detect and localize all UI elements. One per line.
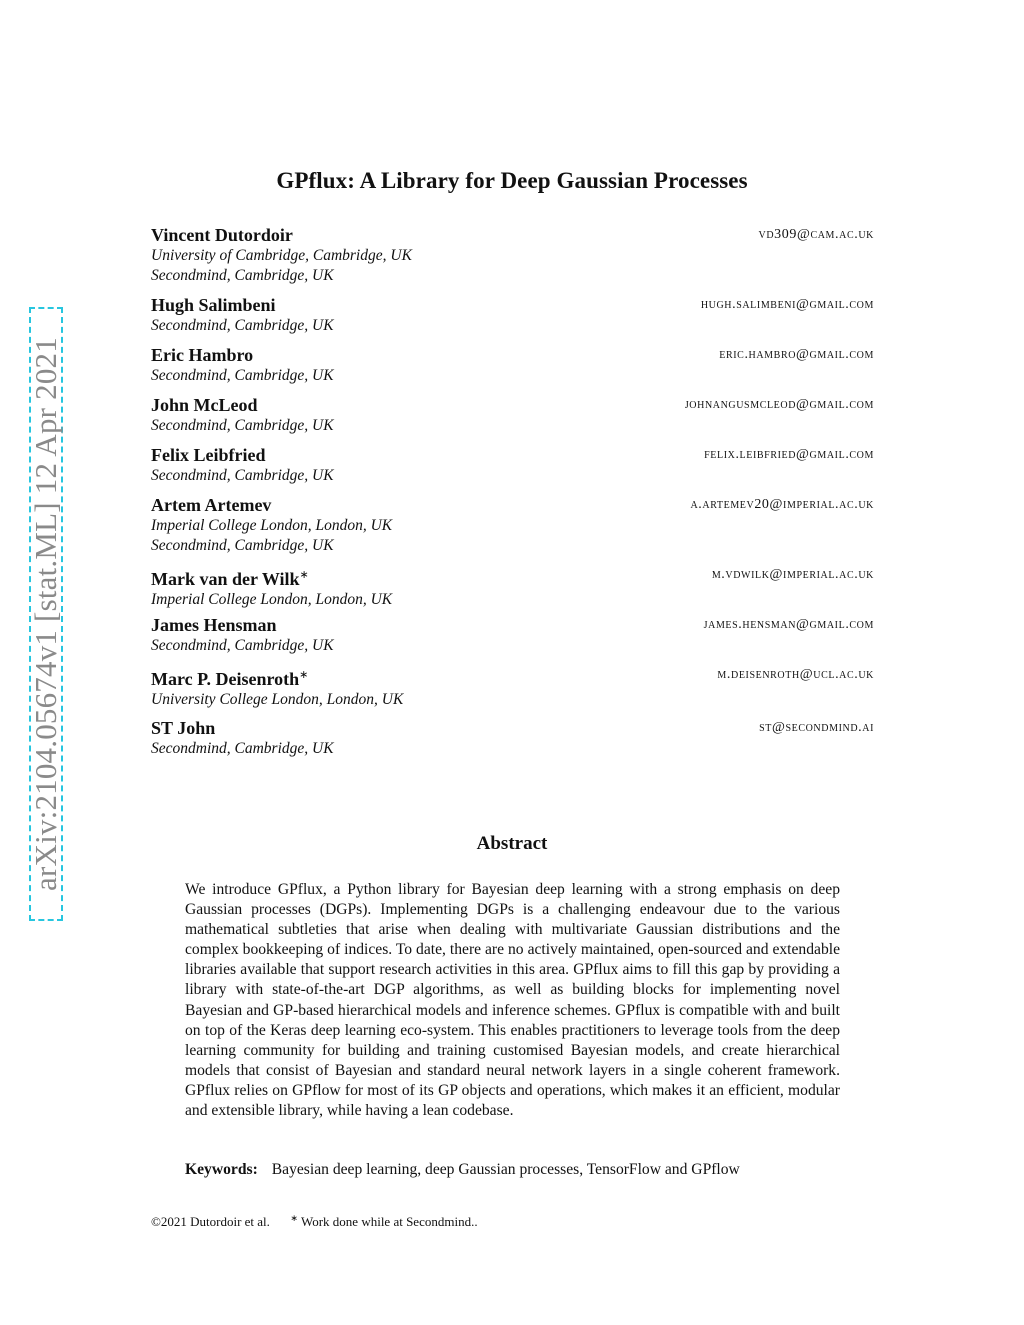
author-block [151,564,874,614]
author-affiliation: University College London, London, UK [151,691,404,708]
author-block [151,344,874,394]
author-block [151,394,874,444]
author-affiliation: Secondmind, Cambridge, UK [151,637,334,654]
author-affiliation: Secondmind, Cambridge, UK [151,317,334,334]
author-name: Vincent Dutordoir [151,225,293,245]
author-email[interactable]: eric.hambro@gmail.com [719,347,874,362]
footnote-mark: ∗ [299,569,309,581]
author-name: ST John [151,718,216,738]
keywords-label: Keywords: [185,1161,258,1178]
author-affiliation: Secondmind, Cambridge, UK [151,367,334,384]
author-block [151,224,874,294]
author-affiliation: Secondmind, Cambridge, UK [151,417,334,434]
author-name: John McLeod [151,395,258,415]
author-email[interactable]: m.deisenroth@ucl.ac.uk [717,667,874,682]
author-affiliation: Secondmind, Cambridge, UK [151,467,334,484]
author-email[interactable]: a.artemev20@imperial.ac.uk [690,497,874,512]
keywords-text: Bayesian deep learning, deep Gaussian processes, TensorFlow and GPflow [271,1161,740,1178]
author-name: Artem Artemev [151,495,272,515]
author-block [151,294,874,344]
keywords-line [185,1161,865,1179]
author-email[interactable]: johnangusmcleod@gmail.com [684,397,874,412]
author-name: Eric Hambro [151,345,254,365]
author-block [151,444,874,494]
footnote-mark: ∗ [290,1213,298,1223]
arxiv-identifier-text: arXiv:2104.05674v1 [stat.ML] 12 Apr 2021 [28,337,63,891]
author-affiliation: Secondmind, Cambridge, UK [151,267,334,284]
author-affiliation: Secondmind, Cambridge, UK [151,740,334,757]
abstract-text: We introduce GPflux, a Python library for Bayesian deep learning with a strong emphasis on deep Gaussian processes (DGPs). Implementing DGPs is a challenging endeavour due to the various mathematical subtleties that arise when dealing with multivariate Gaussian distributions and the complex bookkeeping of indices. To date, there are no actively maintained, open-sourced and extendable libraries available that support research activities in this area. GPflux aims to fill this gap by providing a library with state-of-the-art DGP algorithms, as well as building blocks for implementing novel Bayesian and GP-based hierarchical models and inference schemes. GPflux is compatible with and built on top of the Keras deep learning eco-system. This enables practitioners to leverage tools from the deep learning community for building and training customised Bayesian models, and create hierarchical models that consist of Bayesian and standard neural network layers in a single coherent framework. GPflux relies on GPflow for most of its GP objects and operations, which makes it an efficient, modular and extensible library, while having a lean codebase. [185,881,840,1120]
author-email[interactable]: james.hensman@gmail.com [703,617,874,632]
author-name: Mark van der Wilk∗ [151,569,309,589]
copyright-notice: ©2021 Dutordoir et al. [151,1214,270,1229]
author-name: Felix Leibfried [151,445,266,465]
author-list [151,224,874,767]
author-block [151,614,874,664]
author-block [151,717,874,767]
footnote-mark: ∗ [299,669,309,681]
author-affiliation: Imperial College London, London, UK [151,591,393,608]
author-email[interactable]: felix.leibfried@gmail.com [704,447,874,462]
footnote-text: Work done while at Secondmind.. [300,1214,478,1229]
author-block [151,664,874,717]
author-email[interactable]: st@secondmind.ai [759,720,874,735]
footnote [151,1213,478,1230]
author-name: Marc P. Deisenroth∗ [151,669,309,689]
author-affiliation: Imperial College London, London, UK [151,517,393,534]
paper-title: GPflux: A Library for Deep Gaussian Processes [276,168,748,193]
author-affiliation: University of Cambridge, Cambridge, UK [151,247,412,264]
arxiv-identifier-stamp[interactable] [29,307,63,921]
author-block [151,494,874,564]
author-email[interactable]: m.vdwilk@imperial.ac.uk [711,567,874,582]
author-email[interactable]: hugh.salimbeni@gmail.com [700,297,874,312]
author-affiliation: Secondmind, Cambridge, UK [151,537,334,554]
author-name: Hugh Salimbeni [151,295,276,315]
author-name: James Hensman [151,615,277,635]
author-email[interactable]: vd309@cam.ac.uk [758,227,874,242]
abstract-heading: Abstract [476,833,548,854]
